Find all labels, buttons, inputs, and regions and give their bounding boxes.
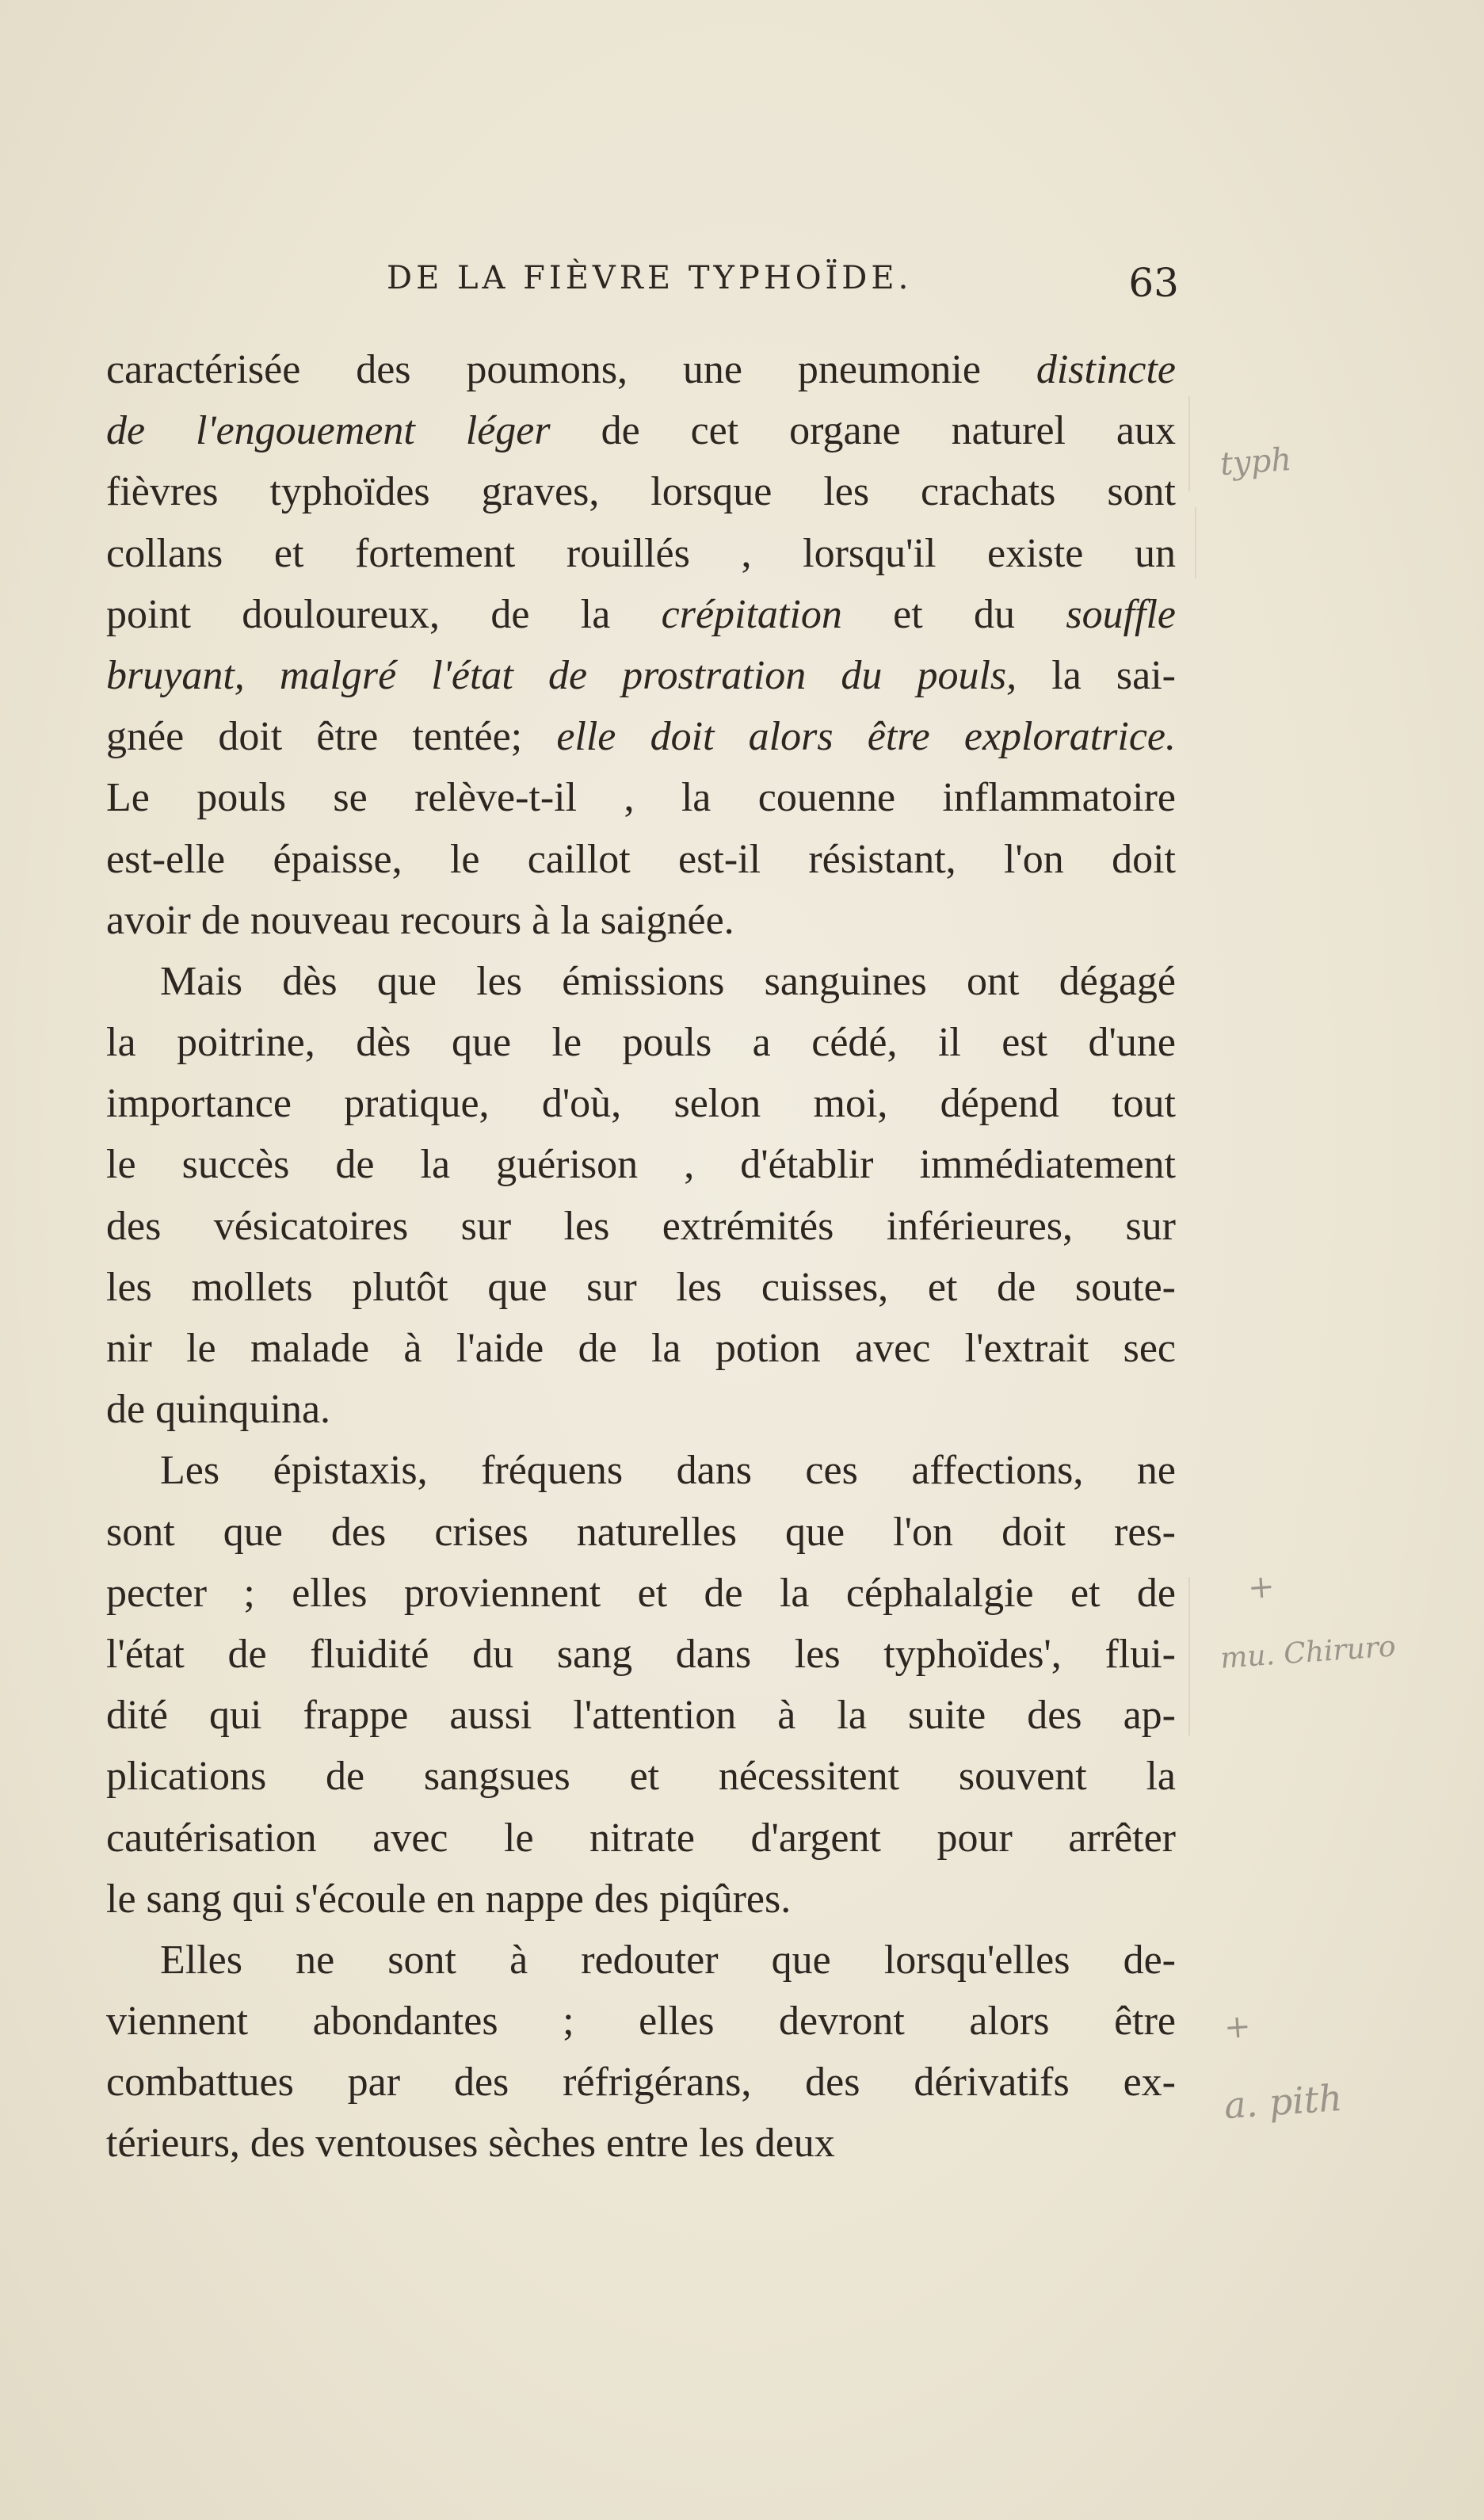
running-header <box>387 260 1179 315</box>
text-line: de l'engouement léger de cet organe naturel aux <box>106 408 1176 454</box>
paragraph <box>106 951 1176 1441</box>
text-line: gnée doit être tentée; elle doit alors être exploratrice. <box>106 714 1177 760</box>
text-line: importance pratique, d'où, selon moi, dépend tout <box>106 1081 1176 1127</box>
margin-note: mu. Chiruro <box>1219 1630 1397 1675</box>
text-line: nir le malade à l'aide de la potion avec l'extrait sec <box>106 1326 1176 1371</box>
text-line: le sang qui s'écoule en nappe des piqûres. <box>106 1876 792 1922</box>
text-line: sont que des crises naturelles que l'on doit res- <box>106 1509 1176 1555</box>
text-line: plications de sangsues et nécessitent souvent la <box>106 1754 1176 1800</box>
text-line: point douloureux, de la crépitation et du souffle <box>106 591 1176 637</box>
text-line: Mais dès que les émissions sanguines ont dégagé <box>160 958 1176 1004</box>
text-line: l'état de fluidité du sang dans les typhoïdes', flui- <box>106 1631 1176 1677</box>
body-text <box>106 339 1176 2174</box>
text-line: bruyant, malgré l'état de prostration du pouls, la sai- <box>106 652 1176 698</box>
margin-note: + <box>1246 1567 1276 1607</box>
running-title: DE LA FIÈVRE TYPHOÏDE. <box>387 260 913 296</box>
margin-note: a. pith <box>1223 2075 1344 2128</box>
text-line: des vésicatoires sur les extrémités inférieures, sur <box>106 1203 1176 1249</box>
margin-note: typh <box>1219 441 1293 483</box>
text-line: viennent abondantes ; elles devront alors être <box>106 1999 1176 2045</box>
paragraph <box>106 339 1176 951</box>
margin-note: + <box>1223 2007 1253 2047</box>
text-line: fièvres typhoïdes graves, lorsque les crachats sont <box>106 469 1176 515</box>
page-edge-shadow <box>1188 1577 1190 1735</box>
text-line: combattues par des réfrigérans, des dérivatifs ex- <box>106 2060 1176 2106</box>
text-line: est-elle épaisse, le caillot est-il résistant, l'on doit <box>106 836 1176 882</box>
text-line: térieurs, des ventouses sèches entre les deux <box>106 2121 835 2167</box>
text-line: collans et fortement rouillés , lorsqu'il existe un <box>106 530 1176 576</box>
text-line: avoir de nouveau recours à la saignée. <box>106 897 734 943</box>
text-line: caractérisée des poumons, une pneumonie distincte <box>106 347 1176 392</box>
page-edge-shadow <box>1188 396 1190 491</box>
text-line: de quinquina. <box>106 1387 331 1433</box>
text-line: Le pouls se relève-t-il , la couenne inflammatoire <box>106 775 1176 821</box>
text-line: dité qui frappe aussi l'attention à la suite des ap- <box>106 1693 1176 1739</box>
paragraph <box>106 1440 1176 1930</box>
text-line: Les épistaxis, fréquens dans ces affections, ne <box>160 1448 1176 1494</box>
page-edge-shadow <box>1195 507 1196 578</box>
text-line: le succès de la guérison , d'établir immédiatement <box>106 1142 1176 1188</box>
text-line: les mollets plutôt que sur les cuisses, et de soute- <box>106 1264 1176 1310</box>
text-line: cautérisation avec le nitrate d'argent pour arrêter <box>106 1815 1176 1861</box>
page-number: 63 <box>1128 260 1179 306</box>
text-line: Elles ne sont à redouter que lorsqu'elles de- <box>160 1937 1176 1983</box>
text-line: la poitrine, dès que le pouls a cédé, il est d'une <box>106 1020 1176 1066</box>
text-line: pecter ; elles proviennent et de la céphalalgie et de <box>106 1570 1176 1616</box>
paragraph <box>106 1930 1176 2174</box>
